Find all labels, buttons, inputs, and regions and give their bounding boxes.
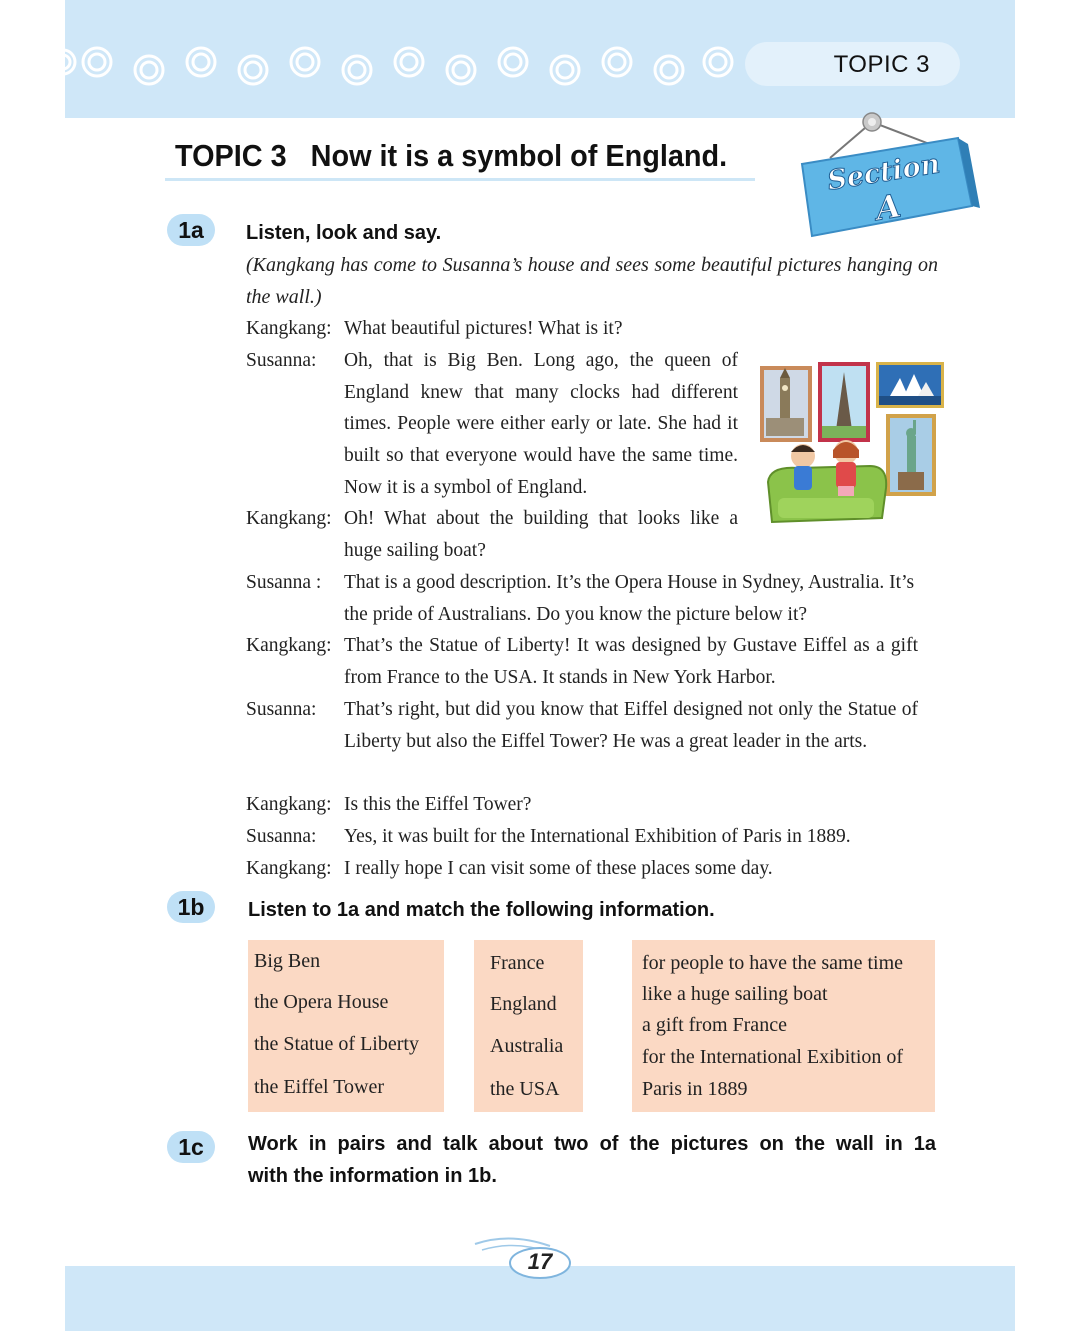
- exercise-1c-text-line2: with the information in 1b.: [248, 1165, 497, 1187]
- dialogue-speaker: Susanna :: [246, 572, 322, 593]
- match-item: the USA: [490, 1078, 560, 1100]
- match-item: the Eiffel Tower: [254, 1076, 385, 1098]
- dialogue-speaker: Kangkang:: [246, 858, 332, 879]
- dialogue-speaker: Kangkang:: [246, 635, 332, 656]
- dialogue-speaker: Kangkang:: [246, 508, 332, 529]
- dialogue-speaker: Susanna:: [246, 350, 317, 371]
- dialogue-line: Is this the Eiffel Tower?: [344, 794, 532, 815]
- match-item: for people to have the same time: [642, 952, 904, 974]
- exercise-1a-heading: Listen, look and say.: [246, 222, 442, 244]
- dialogue-line: Yes, it was built for the International Exhibition of Paris in 1889.: [344, 826, 851, 847]
- match-item: like a huge sailing boat: [642, 983, 828, 1005]
- dialogue-line: That is a good description. It’s the Opera House in Sydney, Australia. It’s the pride of Australians. Do you know the picture below it?: [344, 572, 915, 625]
- exercise-1c-text-line1: Work in pairs and talk about two of the pictures on the wall in 1a: [248, 1133, 936, 1155]
- dialogue-speaker: Susanna:: [246, 699, 317, 720]
- match-item: Big Ben: [254, 950, 321, 972]
- dialogue-line: What beautiful pictures! What is it?: [344, 318, 623, 339]
- match-item: Australia: [490, 1035, 564, 1057]
- topic-tab: [745, 42, 960, 86]
- page-title: TOPIC 3 Now it is a symbol of England.: [175, 138, 728, 173]
- wall-pictures-illustration: [758, 358, 948, 533]
- exercise-badge-1b: 1b: [167, 891, 215, 923]
- match-box-places: [248, 940, 444, 1112]
- page-number: [505, 1245, 575, 1281]
- match-item: France: [490, 952, 545, 974]
- topic-tab-label: TOPIC 3: [833, 51, 930, 78]
- match-item: a gift from France: [642, 1014, 787, 1036]
- match-item: for the International Exibition of: [642, 1046, 904, 1068]
- dialogue-line: Oh, that is Big Ben. Long ago, the queen of England knew that many clocks had different times. People were either early or late. She had it built so that everyone would have the same time. Now it is a symbol of England.: [344, 350, 738, 498]
- title-underline: [165, 178, 755, 181]
- exercise-1a-note: (Kangkang has come to Susanna’s house and sees some beautiful pictures hanging on the wall.): [246, 254, 938, 308]
- section-sign-line2: A: [873, 186, 904, 228]
- dialogue-line: I really hope I can visit some of these places some day.: [344, 858, 773, 879]
- match-item: Paris in 1889: [642, 1078, 748, 1100]
- exercise-badge-1c: 1c: [167, 1131, 215, 1163]
- dialogue-line: That’s right, but did you know that Eiffel designed not only the Statue of Liberty but also the Eiffel Tower? He was a great leader in the arts.: [344, 699, 918, 752]
- dialogue-line: That’s the Statue of Liberty! It was designed by Gustave Eiffel as a gift from France to the USA. It stands in New York Harbor.: [344, 635, 918, 688]
- exercise-1b-heading: Listen to 1a and match the following information.: [248, 899, 715, 921]
- dialogue-speaker: Kangkang:: [246, 318, 332, 339]
- dialogue-line: Oh! What about the building that looks like a huge sailing boat?: [344, 508, 738, 561]
- dialogue-speaker: Susanna:: [246, 826, 317, 847]
- section-sign: [790, 108, 990, 243]
- match-item: the Opera House: [254, 991, 389, 1013]
- page-number-label: 17: [527, 1249, 553, 1274]
- dialogue-speaker: Kangkang:: [246, 794, 332, 815]
- section-sign-line1: Section: [825, 148, 943, 197]
- match-box-countries: [474, 940, 583, 1112]
- exercise-badge-1a: 1a: [167, 214, 215, 246]
- match-box-descriptions: [632, 940, 935, 1112]
- decorative-rings: [65, 42, 755, 92]
- match-item: the Statue of Liberty: [254, 1033, 419, 1055]
- match-item: England: [490, 993, 557, 1015]
